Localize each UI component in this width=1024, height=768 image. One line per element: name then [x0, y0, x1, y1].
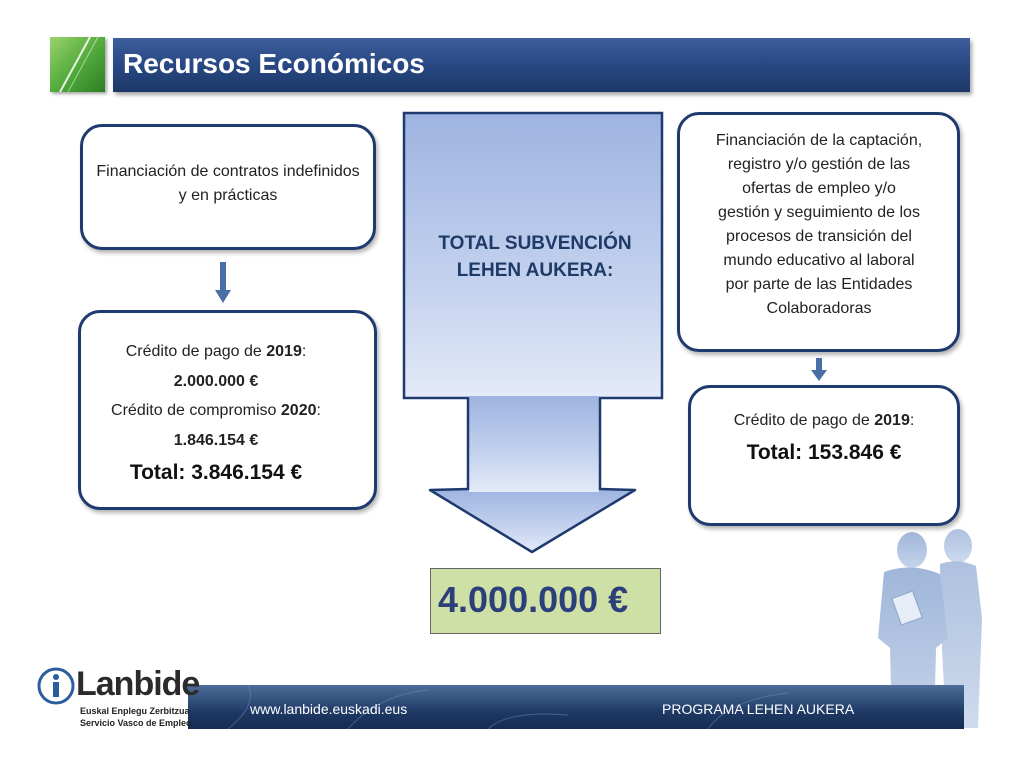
right-funding-text: Financiación de la captación, registro y/o gestión de las ofertas de empleo y/o gestión y seguimiento de los procesos de transición del mundo educativo al laboral por parte de las Entidades Colaboradoras: [715, 132, 923, 317]
lanbide-subtitle-2: Servicio Vasco de Empleo: [80, 718, 192, 728]
left-credit-amount1: 2.000.000 €: [173, 373, 259, 390]
right-credit-line1: Crédito de pago de 2019:: [733, 412, 915, 429]
lanbide-info-icon: [36, 666, 76, 706]
page-title: Recursos Económicos: [123, 48, 425, 79]
footer-program: PROGRAMA LEHEN AUKERA: [662, 701, 855, 717]
footer-url[interactable]: www.lanbide.euskadi.eus: [250, 701, 408, 717]
funding-contracts-text: Financiación de contratos indefinidos y en prácticas: [96, 163, 360, 204]
left-credit-line1: Crédito de pago de 2019:: [125, 343, 307, 360]
total-subsidy-arrow: [400, 110, 670, 560]
left-credit-line3: Crédito de compromiso 2020:: [111, 402, 321, 419]
lanbide-subtitle-1: Euskal Enplegu Zerbitzua: [80, 706, 190, 716]
total-subsidy-label: TOTAL SUBVENCIÓN LEHEN AUKERA:: [438, 233, 632, 281]
left-credit-amount2: 1.846.154 €: [173, 432, 259, 449]
total-amount: 4.000.000 €: [438, 579, 629, 620]
right-total: Total: 153.846 €: [746, 441, 902, 464]
green-slash-logo-icon: [50, 37, 105, 92]
down-arrow-left-icon: [214, 262, 232, 304]
left-total: Total: 3.846.154 €: [129, 461, 303, 484]
lanbide-logo-word: Lanbide: [76, 665, 200, 703]
down-arrow-right-icon: [811, 358, 827, 382]
